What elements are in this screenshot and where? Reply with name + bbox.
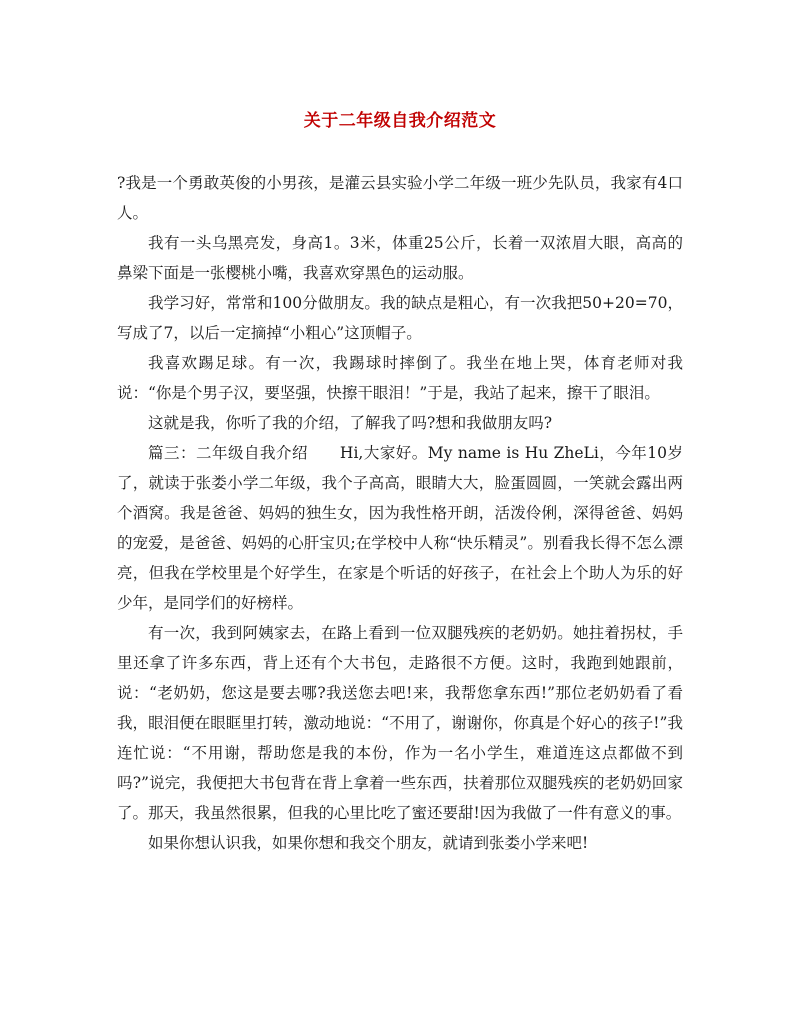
paragraph-story: 有一次，我到阿姨家去，在路上看到一位双腿残疾的老奶奶。她拄着拐杖，手里还拿了许多东西，背上还有个大书包，走路很不方便。这时，我跑到她跟前，说：“老奶奶，您这是要去哪?我送您去吧!来，我帮您拿东西!”那位老奶奶看了看我，眼泪便在眼眶里打转，激动地说：“不用了，谢谢你，你真是个好心的孩子!”我连忙说：“不用谢，帮助您是我的本份，作为一名小学生，难道连这点都做不到吗?”说完，我便把大书包背在背上拿着一些东西，扶着那位双腿残疾的老奶奶回家了。那天，我虽然很累，但我的心里比吃了蜜还要甜!因为我做了一件有意义的事。: [117, 624, 683, 822]
paragraph-section-three: 篇三：二年级自我介绍 Hi,大家好。My name is Hu ZheLi，今年10岁了，就读于张娄小学二年级，我个子高高，眼睛大大，脸蛋圆圆，一笑就会露出两个酒窝。我是爸爸、妈妈的独生女，因为我性格开朗，活泼伶俐，深得爸爸、妈妈的宠爱，是爸爸、妈妈的心肝宝贝;在学校中人称“快乐精灵”。别看我长得不怎么漂亮，但我在学校里是个好学生，在家是个听话的好孩子，在社会上个助人为乐的好少年，是同学们的好榜样。: [117, 444, 683, 612]
paragraph-study: 我学习好，常常和100分做朋友。我的缺点是粗心，有一次我把50+20=70，写成了7，以后一定摘掉“小粗心”这顶帽子。: [117, 294, 683, 342]
paragraph-closing-question: 这就是我，你听了我的介绍，了解我了吗?想和我做朋友吗?: [148, 414, 553, 432]
document-body: [117, 168, 683, 858]
paragraph-football: 我喜欢踢足球。有一次，我踢球时摔倒了。我坐在地上哭，体育老师对我说：“你是个男子汉，要坚强，快擦干眼泪！”于是，我站了起来，擦干了眼泪。: [117, 354, 683, 402]
paragraph-intro: ?我是一个勇敢英俊的小男孩，是灌云县实验小学二年级一班少先队员，我家有4口人。: [117, 174, 683, 222]
document-title: 关于二年级自我介绍范文: [303, 111, 497, 131]
paragraph-invitation: 如果你想认识我，如果你想和我交个朋友，就请到张娄小学来吧!: [148, 834, 589, 852]
paragraph-appearance: 我有一头乌黑亮发，身高1。3米，体重25公斤，长着一双浓眉大眼，高高的鼻梁下面是一张樱桃小嘴，我喜欢穿黑色的运动服。: [117, 234, 683, 282]
